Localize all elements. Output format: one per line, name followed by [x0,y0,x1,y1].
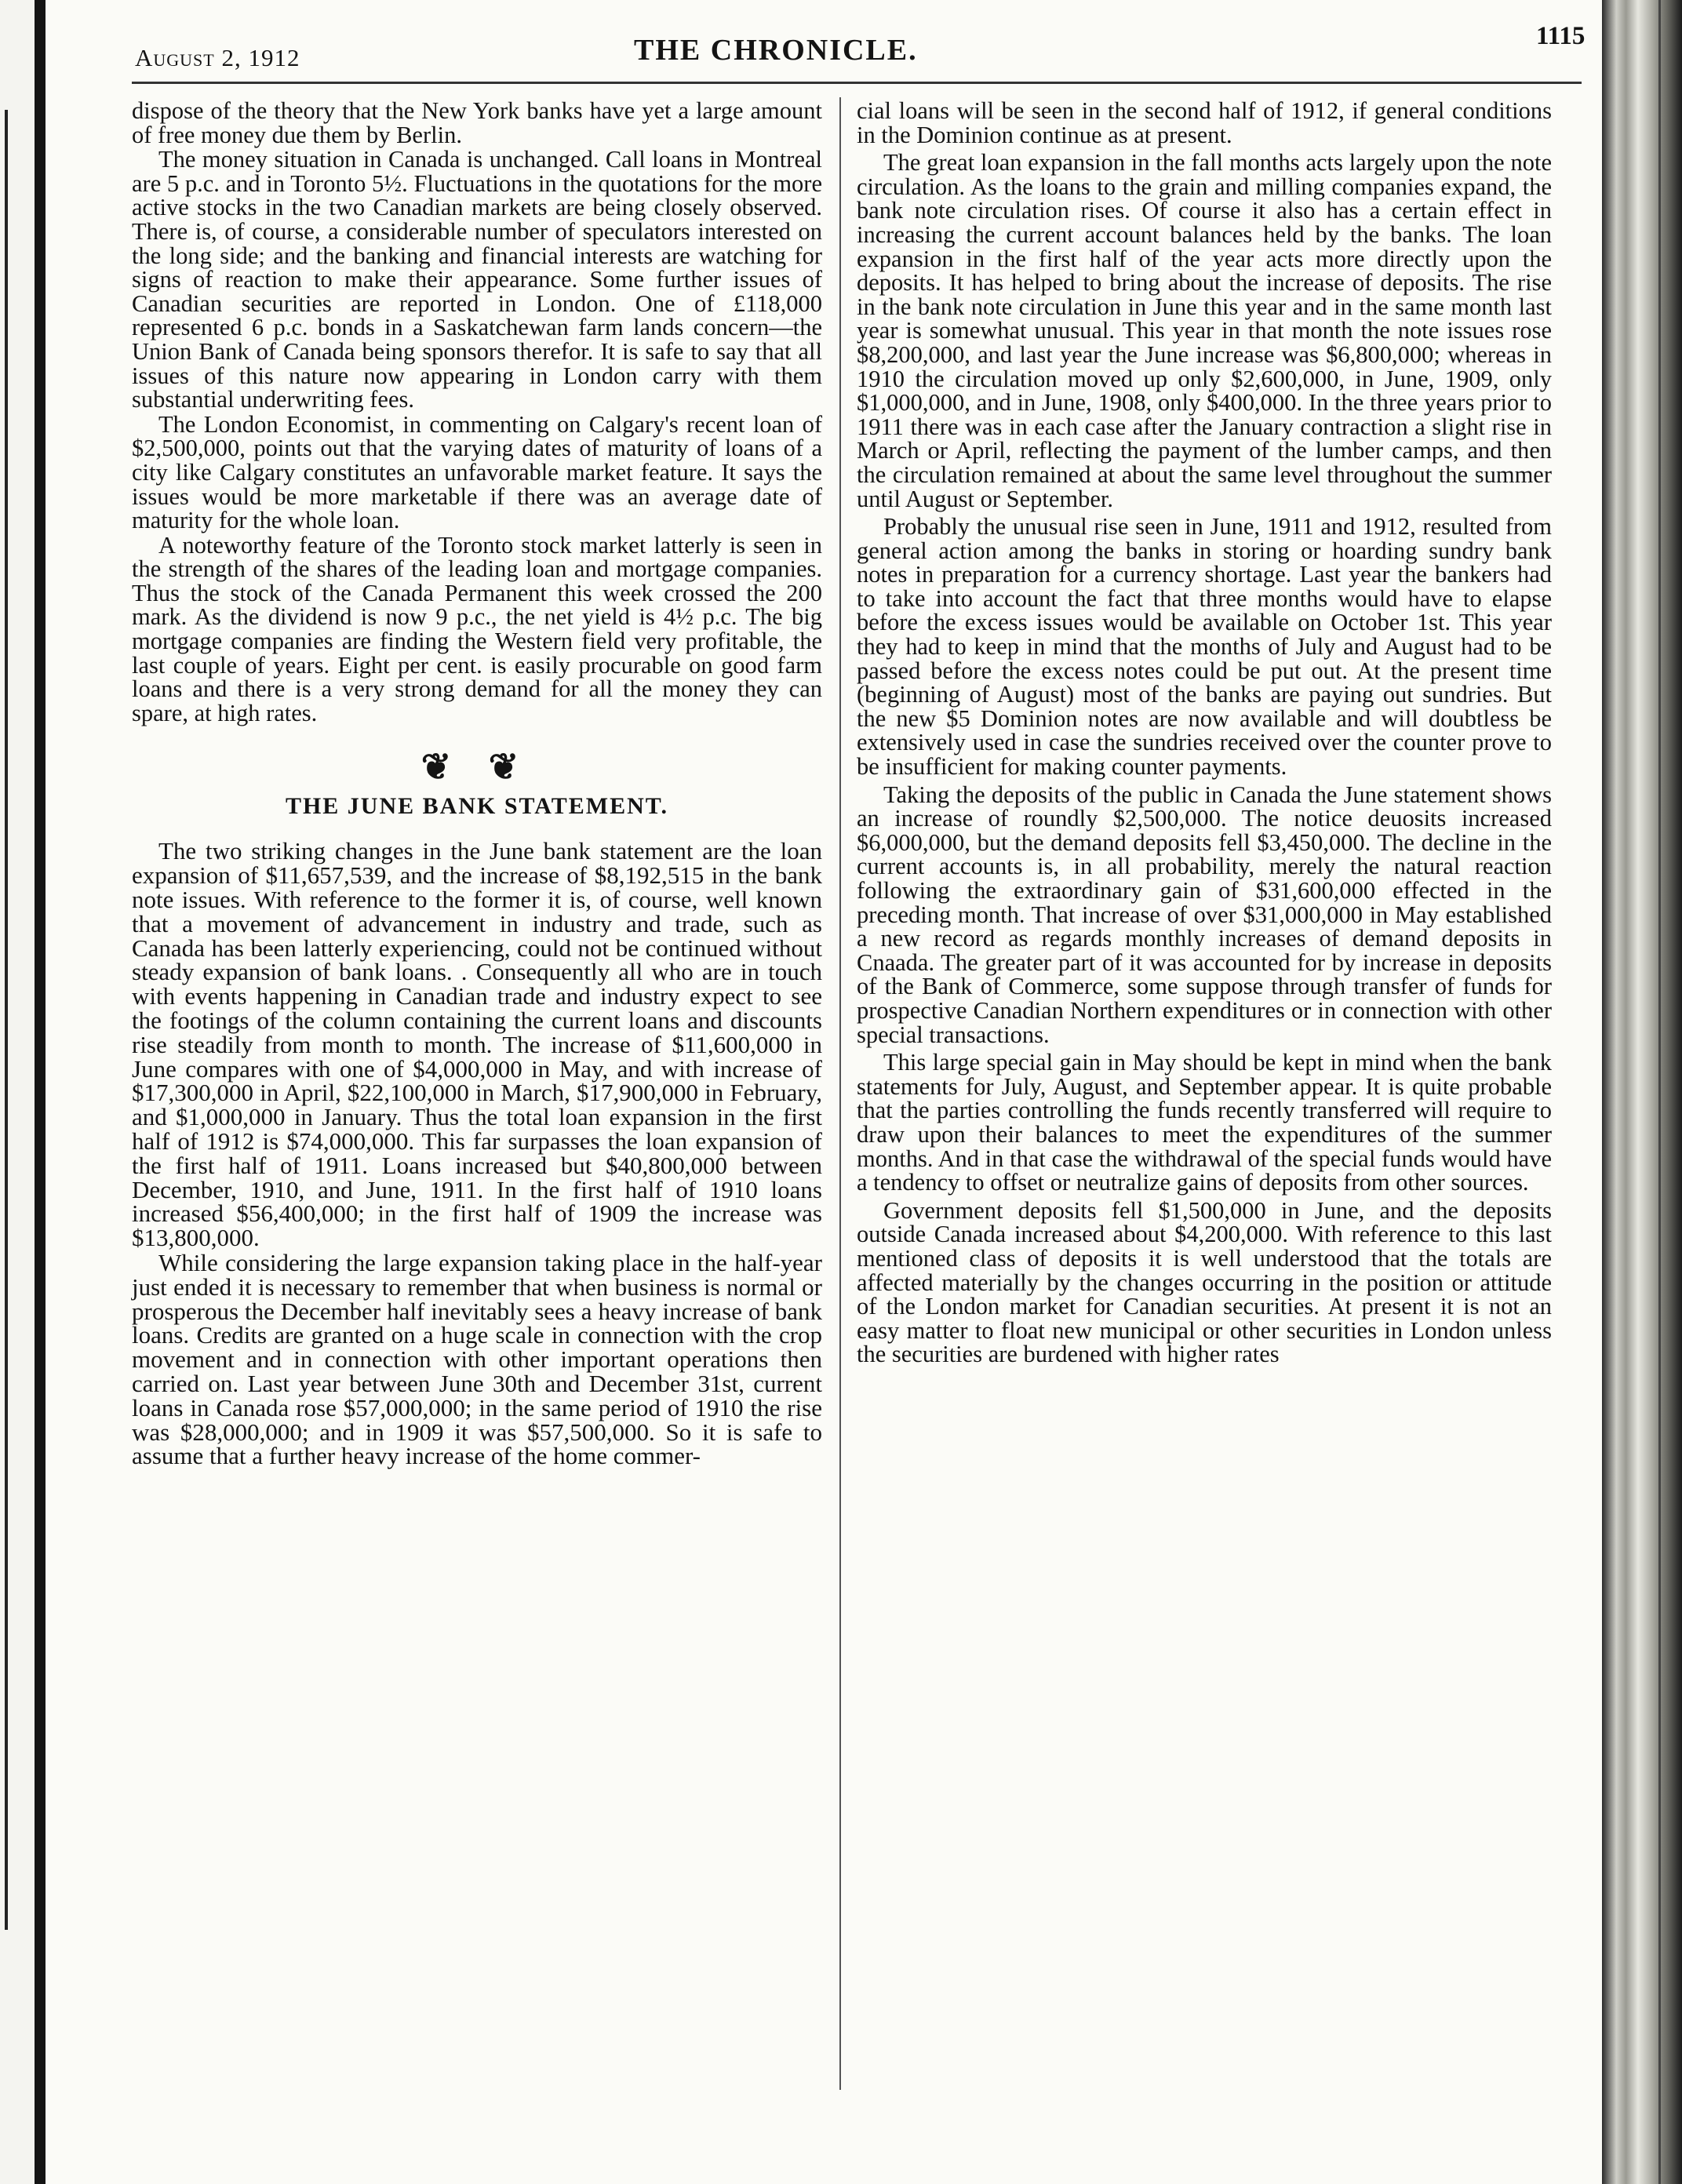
right-column [857,99,1552,1367]
left-column [132,99,822,1469]
paragraph: The great loan expansion in the fall months acts largely upon the note circulation. As the loans to the grain and milling companies expand, the bank note circulation rises. Of course it also has a certain effect in increasing the current account balances held by the banks. The loan expansion in the first half of the year acts more directly upon the deposits. It has helped to bring about the increase of deposits. The rise in the bank note circulation in June this year and in the same month last year is somewhat unusual. This year in that month the note issues rose $8,200,000, and last year the June increase was $6,800,000; whereas in 1910 the circulation moved up only $2,600,000, in June, 1909, only $1,000,000, and in June, 1908, only $400,000. In the three years prior to 1911 there was in each case after the January contraction a slight rise in March or April, reflecting the payment of the lumber camps, and then the circulation remained at about the same level throughout the summer until August or September. [857,149,1552,512]
paragraph: Taking the deposits of the public in Canada the June statement shows an increase of roundly $2,500,000. The notice deuosits increased $6,000,000, but the demand deposits fell $3,450,000. The decline in the current accounts is, in all probability, merely the natural reaction following the extraordinary gain of $31,600,000 effected in the preceding month. That increase of over $31,000,000 in May established a new record as regards monthly increases of demand deposits in Cnaada. The greater part of it was accounted for by increase in deposits of the Bank of Commerce, some suppose through transfer of funds for prospective Canadian Northern expenditures or in connection with other special transactions. [857,781,1552,1048]
column-divider [839,97,841,2090]
adjacent-page-edge [0,0,46,2184]
header-divider [132,82,1582,84]
paragraph: Government deposits fell $1,500,000 in June, and the deposits outside Canada increased about $4,200,000. With reference to this last mentioned class of deposits it is well understood that the totals are affected materially by the changes occurring in the position or attitude of the London market for Canadian securities. At present it is not an easy matter to float new municipal or other securities in London unless the securities are burdened with higher rates [857,1196,1552,1368]
paragraph: Probably the unusual rise seen in June, 1911 and 1912, resulted from general action among the banks in storing or hoarding sundry bank notes in preparation for a currency shortage. Last year the bankers had to take into account the fact that three months would have to elapse before the excess issues would be available on October 1st. This year they had to keep in mind that the months of July and August had to be passed before the excess notes could be put out. At the present time (beginning of August) most of the banks are paying out sundries. But the new $5 Dominion notes are now available and will doubtless be extensively used in case the sundries received over the counter prove to be insufficient for making counter payments. [857,513,1552,781]
paragraph: This large special gain in May should be kept in mind when the bank statements for July, August, and September appear. It is quite probable that the parties controlling the funds recently transferred will require to draw upon their balances to meet the expenditures of the summer months. And in that case the withdrawal of the special funds would have a tendency to offset or neutralize gains of deposits from other sources. [857,1049,1552,1196]
page-number: 1115 [1536,22,1586,50]
paragraph: The money situation in Canada is unchanged. Call loans in Montreal are 5 p.c. and in Toronto 5½. Fluctuations in the quotations for the more active stocks in the two Canadian markets are being closely observed. There is, of course, a considerable number of speculators interested on the long side; and the banking and financial interests are watching for signs of reaction to make their appearance. Some further issues of Canadian securities are reported in London. One of £118,000 represented 6 p.c. bonds in a Saskatchewan farm lands concern—the Union Bank of Canada being sponsors therefor. It is safe to say that all issues of this nature now appearing in London carry with them substantial underwriting fees. [132,146,822,413]
book-spine [1602,0,1682,2184]
page-header [46,19,1602,78]
paragraph: The London Economist, in commenting on Calgary's recent loan of $2,500,000, points out that the varying dates of maturity of loans of a city like Calgary constitutes an unfavorable market feature. It says the issues would be more marketable if there was an average date of maturity for the whole loan. [132,410,822,534]
paragraph: cial loans will be seen in the second half of 1912, if general conditions in the Dominion continue as at present. [857,97,1552,148]
newspaper-page [46,0,1602,2184]
adjacent-page-rule [5,110,8,1930]
section-ornament: ❦ ❦ [420,747,533,788]
issue-date: August 2, 1912 [135,44,300,71]
paragraph: The two striking changes in the June bank statement are the loan expansion of $11,657,539, and the increase of $8,192,515 in the bank note issues. With reference to the former it is, of course, well known that a movement of advancement in industry and trade, such as Canada has been latterly experiencing, could not be continued without steady expansion of bank loans. . Consequently all who are in touch with events happening in Canadian trade and industry expect to see the footings of the column containing the current loans and discounts rise steadily from month to month. The increase of $11,600,000 in June compares with one of $4,000,000 in May, and with increase of $17,300,000 in April, $22,100,000 in March, $17,900,000 in February, and $1,000,000 in January. Thus the total loan expansion in the first half of 1912 is $74,000,000. This far surpasses the loan expansion of the first half of 1911. Loans increased but $40,800,000 between December, 1910, and June, 1911. In the first half of 1910 loans increased $56,400,000; in the first half of 1909 the increase was $13,800,000. [132,837,822,1252]
publication-title: THE CHRONICLE. [634,34,918,67]
article-body [132,839,822,1469]
binding-thread [1658,0,1661,2184]
article-heading: THE JUNE BANK STATEMENT. [285,793,669,820]
paragraph: A noteworthy feature of the Toronto stock market latterly is seen in the strength of the shares of the leading loan and mortgage companies. Thus the stock of the Canada Permanent this week crossed the 200 mark. As the dividend is now 9 p.c., the net yield is 4½ p.c. The big mortgage companies are finding the Western field very profitable, the last couple of years. Eight per cent. is easily procurable on good farm loans and there is a very strong demand for all the money they can spare, at high rates. [132,531,822,726]
paragraph: While considering the large expansion taking place in the half-year just ended it is necessary to remember that when business is normal or prosperous the December half inevitably sees a heavy increase of bank loans. Credits are granted on a huge scale in connection with the crop movement and in connection with other important operations then carried on. Last year between June 30th and December 31st, current loans in Canada rose $57,000,000; in the same period of 1910 the rise was $28,000,000; and in 1909 it was $57,500,000. So it is safe to assume that a further heavy increase of the home commer- [132,1248,822,1470]
paragraph: dispose of the theory that the New York banks have yet a large amount of free money due them by Berlin. [132,97,822,148]
